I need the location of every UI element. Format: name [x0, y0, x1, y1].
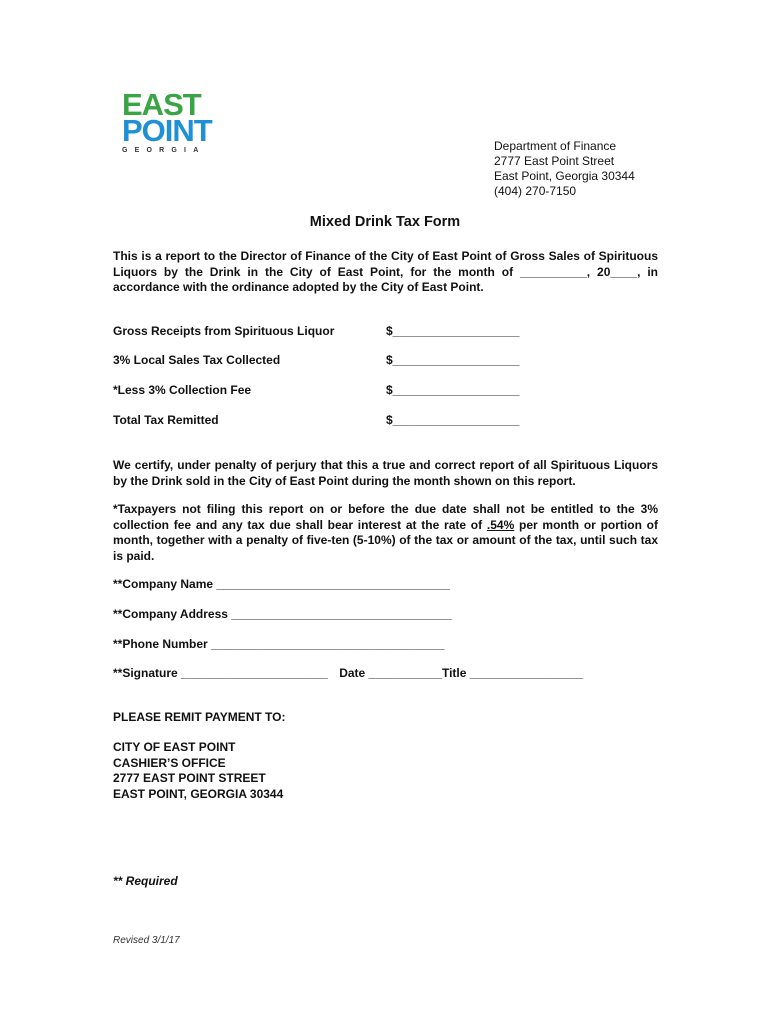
line-item-collection-fee — [113, 383, 520, 397]
form-title: Mixed Drink Tax Form — [309, 214, 461, 230]
company-address-field[interactable]: **Company Address _________________________________ — [113, 607, 452, 621]
remit-line-office: CASHIER’S OFFICE — [113, 755, 226, 770]
line-item-amount[interactable]: $___________________ — [386, 324, 520, 338]
line-item-label: Total Tax Remitted — [113, 413, 219, 427]
line-item-amount[interactable]: $___________________ — [386, 383, 520, 397]
required-note: ** Required — [113, 874, 178, 888]
certify-paragraph: We certify, under penalty of perjury that this a true and correct report of all Spirituous Liquors by the Drink sold in the City of East Point during the month shown on this report. — [113, 458, 658, 488]
phone-number-field[interactable]: **Phone Number ___________________________________ — [113, 637, 445, 651]
signature-field[interactable]: **Signature ______________________ — [113, 666, 328, 680]
penalty-text-before: *Taxpayers not filing this report on or before the due date shall not be entitled to the 3% collection fee and any tax due shall bear interest at the rate of — [113, 502, 658, 532]
address-phone: (404) 270-7150 — [494, 184, 577, 198]
department-address — [494, 139, 635, 199]
remit-heading: PLEASE REMIT PAYMENT TO: — [113, 710, 286, 724]
signature-row — [113, 666, 583, 680]
address-city: East Point, Georgia 30344 — [494, 169, 635, 183]
east-point-logo — [122, 87, 214, 154]
logo-point: POINT — [122, 113, 212, 148]
logo-east: EAST — [122, 87, 201, 122]
intro-paragraph: This is a report to the Director of Finance of the City of East Point of Gross Sales of Spirituous Liquors by the Drink in the City of East Point, for the month of __________, 20____, in accordance with the ordinance adopted by the City of East Point. — [113, 249, 658, 294]
line-item-sales-tax — [113, 353, 520, 367]
line-item-total-tax — [113, 413, 520, 427]
interest-rate: .54% — [486, 517, 515, 532]
line-item-label: *Less 3% Collection Fee — [113, 383, 252, 397]
line-item-amount[interactable]: $___________________ — [386, 413, 520, 427]
remit-line-city: CITY OF EAST POINT — [113, 740, 236, 754]
date-field[interactable]: Date ___________ — [339, 666, 442, 680]
penalty-text-after: per month or portion of month, together with a penalty of five-ten (5-10%) of the tax or amount of the tax, until such tax is paid. — [113, 517, 658, 563]
line-item-amount[interactable]: $___________________ — [386, 353, 520, 367]
revised-date: Revised 3/1/17 — [113, 935, 180, 946]
line-item-gross-receipts — [113, 324, 520, 338]
line-item-label: Gross Receipts from Spirituous Liquor — [113, 324, 335, 338]
address-department: Department of Finance — [494, 139, 617, 153]
company-name-field[interactable]: **Company Name ___________________________________ — [113, 577, 450, 591]
remit-address — [113, 740, 283, 802]
title-field[interactable]: Title _________________ — [441, 666, 584, 680]
remit-line-state: EAST POINT, GEORGIA 30344 — [113, 786, 284, 801]
line-item-label: 3% Local Sales Tax Collected — [113, 353, 281, 367]
address-street: 2777 East Point Street — [494, 154, 615, 168]
remit-line-street: 2777 EAST POINT STREET — [113, 771, 266, 785]
penalty-paragraph — [113, 502, 658, 564]
logo-georgia: GEORGIA — [122, 147, 206, 154]
